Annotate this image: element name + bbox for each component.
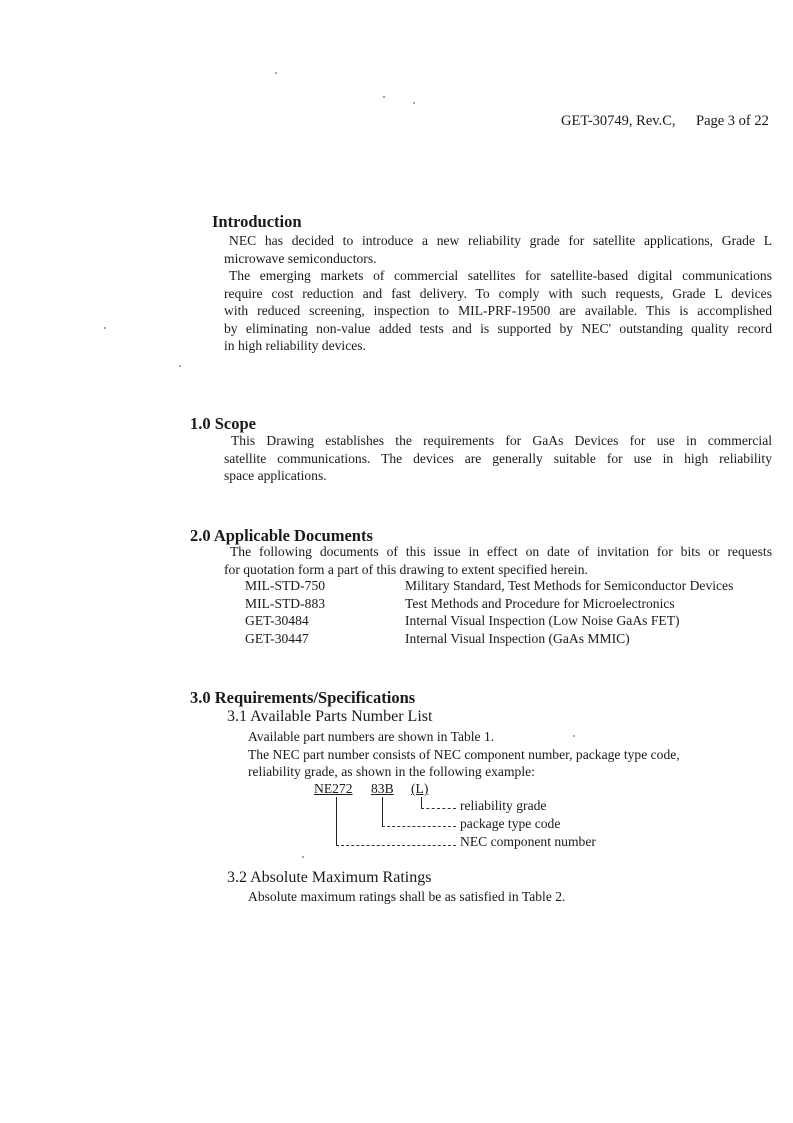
document-code: GET-30447 <box>245 630 309 646</box>
document-title: Internal Visual Inspection (GaAs MMIC) <box>405 630 630 646</box>
section-3-2-heading: 3.2 Absolute Maximum Ratings <box>227 869 432 886</box>
text-line: reliability grade, as shown in the following example: <box>248 764 535 780</box>
component-leader-line <box>336 845 456 846</box>
component-number-code: NE272 <box>314 781 353 796</box>
scan-speck <box>179 365 181 367</box>
text-line: The NEC part number consists of NEC component number, package type code, <box>248 746 680 762</box>
text-line: by eliminating non-value added tests and is supported by NEC' outstanding quality record <box>224 320 772 336</box>
package-type-label: package type code <box>460 816 561 831</box>
document-title: Internal Visual Inspection (Low Noise GaAs FET) <box>405 613 680 628</box>
documents-list <box>245 578 775 648</box>
scan-speck <box>275 72 277 74</box>
package-type-code: 83B <box>371 781 394 796</box>
document-row <box>245 631 775 649</box>
document-row <box>245 596 775 614</box>
scan-speck <box>104 327 106 329</box>
document-title: Military Standard, Test Methods for Semiconductor Devices <box>405 578 734 593</box>
text-line: NEC has decided to introduce a new reliability grade for satellite applications, Grade L <box>229 233 772 248</box>
scan-speck <box>413 102 415 104</box>
text-line: with reduced screening, inspection to MIL-PRF-19500 are available. This is accomplished <box>224 303 772 319</box>
intro-paragraph-2 <box>224 267 772 355</box>
text-line: space applications. <box>224 468 327 484</box>
page-number: Page 3 of 22 <box>696 113 769 129</box>
document-row <box>245 613 775 631</box>
document-title: Test Methods and Procedure for Microelectronics <box>405 595 675 611</box>
section-3-1-heading: 3.1 Available Parts Number List <box>227 708 433 725</box>
intro-paragraph-1 <box>224 232 772 267</box>
reliability-grade-label: reliability grade <box>460 798 547 813</box>
text-line: for quotation form a part of this drawing to extent specified herein. <box>224 561 588 577</box>
document-code: GET-30484 <box>245 613 309 628</box>
applicable-documents-heading: 2.0 Applicable Documents <box>190 526 373 545</box>
section-3-2-text: Absolute maximum ratings shall be as satisfied in Table 2. <box>248 889 566 904</box>
scan-speck <box>302 856 304 858</box>
text-line: satellite communications. The devices are generally suitable for use in high reliability <box>224 450 772 466</box>
text-line: The following documents of this issue in effect on date of invitation for bits or requests <box>230 544 772 559</box>
document-code: MIL-STD-883 <box>245 595 326 611</box>
scan-speck <box>573 735 575 737</box>
grade-connector-line <box>421 797 422 808</box>
text-line: Available part numbers are shown in Table 1. <box>248 729 495 744</box>
document-row <box>245 578 775 596</box>
component-connector-line <box>336 797 337 845</box>
text-line: in high reliability devices. <box>224 338 366 354</box>
applicable-paragraph <box>224 543 772 578</box>
package-connector-line <box>382 797 383 826</box>
package-leader-line <box>382 826 456 827</box>
text-line: This Drawing establishes the requirements for GaAs Devices for use in commercial <box>231 433 772 448</box>
scope-paragraph <box>224 432 772 485</box>
document-code: MIL-STD-750 <box>245 578 326 593</box>
scope-heading: 1.0 Scope <box>190 414 256 433</box>
text-line: The emerging markets of commercial satellites for satellite-based digital communications <box>229 268 772 283</box>
reliability-grade-code: (L) <box>411 781 429 796</box>
document-reference: GET-30749, Rev.C, <box>561 113 676 129</box>
text-line: require cost reduction and fast delivery. To comply with such requests, Grade L devices <box>224 285 772 301</box>
requirements-heading: 3.0 Requirements/Specifications <box>190 688 416 707</box>
section-3-1-paragraph <box>248 728 768 781</box>
intro-heading: Introduction <box>212 212 302 231</box>
grade-leader-line <box>421 808 456 809</box>
component-number-label: NEC component number <box>460 834 596 849</box>
text-line: microwave semiconductors. <box>224 250 377 266</box>
scan-speck <box>383 96 385 98</box>
